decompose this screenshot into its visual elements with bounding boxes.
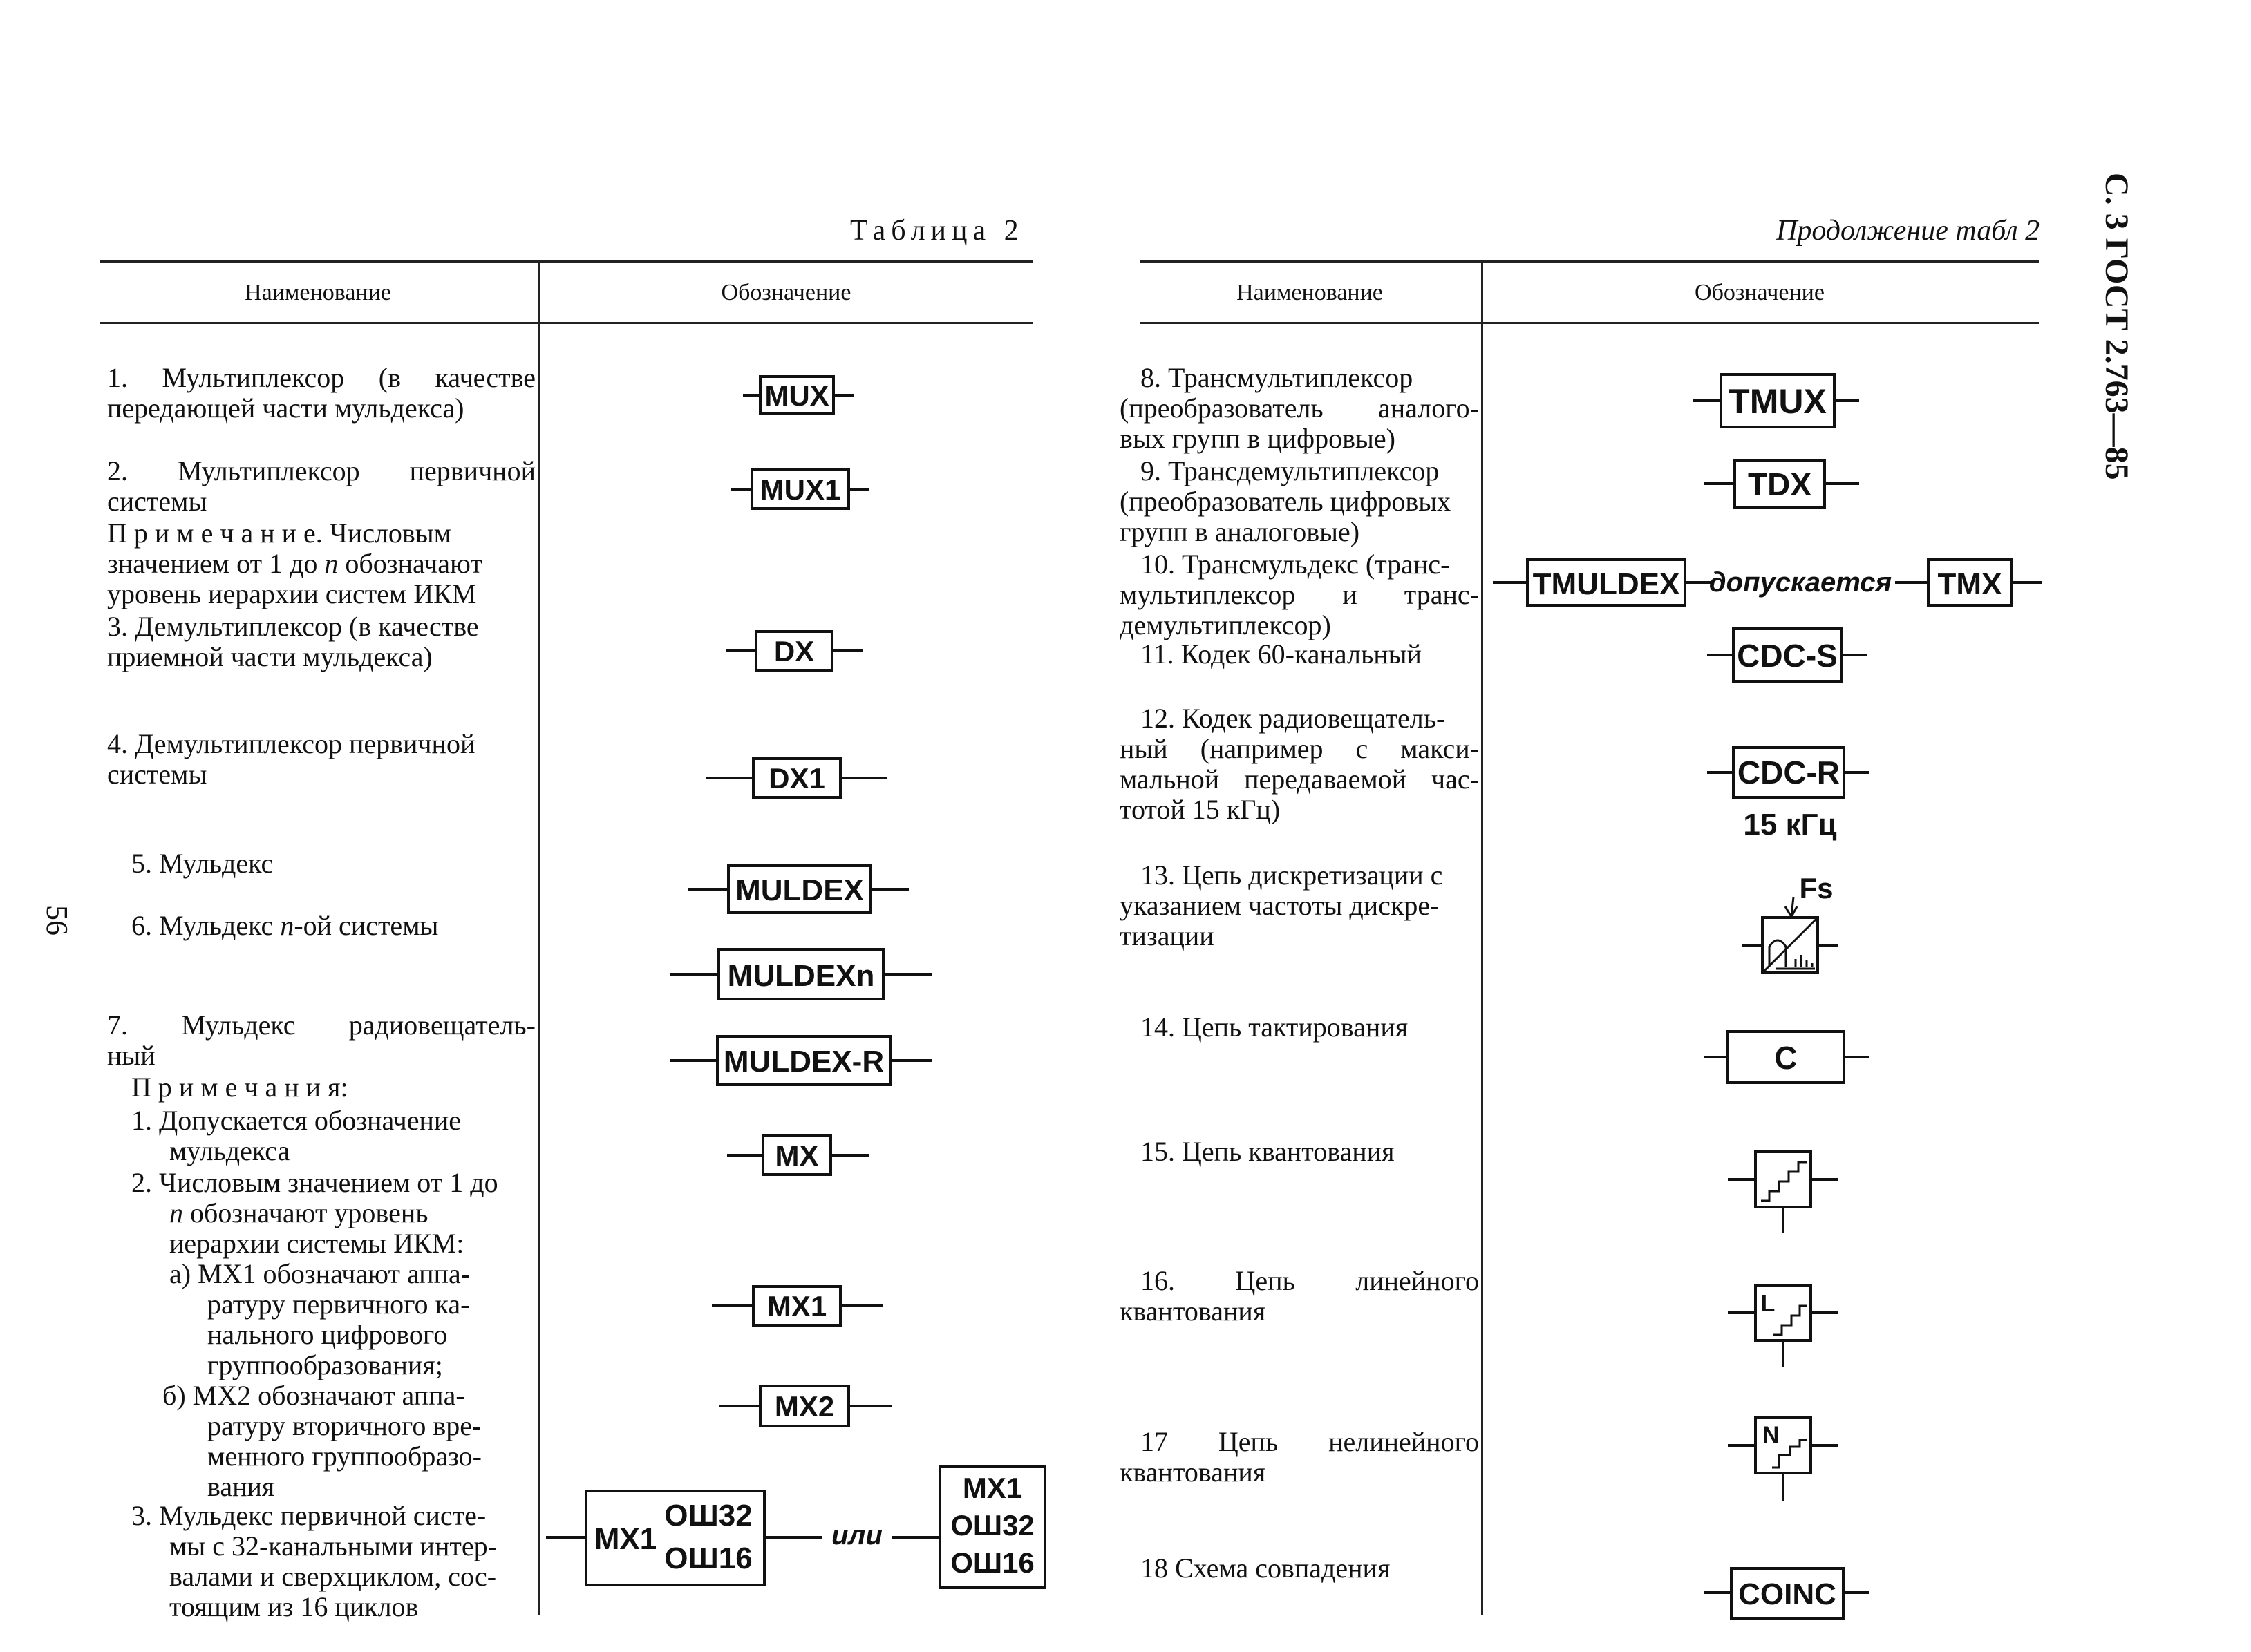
row-6-name: 6. Мульдекс n-ой системы xyxy=(131,910,439,941)
svg-text:DX: DX xyxy=(773,635,815,667)
row-8-name: 8. Трансмультиплексор (преобразователь аналого- вых групп в цифровые) xyxy=(1120,362,1479,454)
row-2-name: 2. Мультиплексор первичной системы xyxy=(107,455,536,517)
mx1-frame-box-vertical xyxy=(933,1466,1045,1588)
row-17-name: 17 Цепь нелинейного квантования xyxy=(1120,1426,1479,1488)
row-18-name: 18 Схема совпадения xyxy=(1140,1553,1391,1584)
svg-text:MUX1: MUX1 xyxy=(760,473,841,506)
row-14-name: 14. Цепь тактирования xyxy=(1140,1012,1409,1043)
row-3-name: 3. Демультиплексор (в качестве приемной части мульдекса) xyxy=(107,611,479,672)
svg-text:MUX: MUX xyxy=(764,379,829,412)
row-4-name: 4. Демультиплексор первичной системы xyxy=(107,728,475,790)
row-1-name: 1. Мультиплексор (в качестве передающей части мульдекса) xyxy=(107,362,536,424)
svg-text:MULDEX: MULDEX xyxy=(735,873,864,907)
svg-text:L: L xyxy=(1760,1291,1776,1317)
coinc-symbol xyxy=(1704,1568,1869,1618)
svg-text:MX1: MX1 xyxy=(962,1472,1023,1504)
svg-text:15 кГц: 15 кГц xyxy=(1743,808,1837,842)
svg-text:DX1: DX1 xyxy=(769,762,825,795)
svg-text:MULDEXn: MULDEXn xyxy=(727,959,875,993)
dx-symbol xyxy=(726,632,863,670)
dx1-symbol xyxy=(706,759,887,797)
row-5-name: 5. Мульдекс xyxy=(131,848,274,879)
svg-text:MX: MX xyxy=(775,1139,819,1172)
svg-text:TMUX: TMUX xyxy=(1729,382,1827,421)
header-designation-left: Обозначение xyxy=(721,280,851,305)
row-9-name: 9. Трансдемультиплексор (преобразователь цифровых групп в аналоговые) xyxy=(1120,455,1451,547)
table-title: Таблица 2 xyxy=(850,215,1024,247)
cdc-s-symbol xyxy=(1707,629,1867,681)
row-11-name: 11. Кодек 60-канальный xyxy=(1140,638,1422,670)
svg-text:ОШ16: ОШ16 xyxy=(664,1541,753,1575)
svg-text:COINC: COINC xyxy=(1738,1577,1836,1611)
row-10-name: 10. Трансмульдекс (транс- мультиплексор и транс- демультиплексор) xyxy=(1120,549,1479,640)
mux1-symbol xyxy=(731,470,869,509)
svg-text:ОШ16: ОШ16 xyxy=(950,1546,1035,1579)
header-name-right: Наименование xyxy=(1236,280,1383,305)
svg-text:TMULDEX: TMULDEX xyxy=(1532,567,1680,601)
note-2a: а) MX1 обозначают аппа- ратуру первичного ка- нального цифрового группообразования; xyxy=(169,1258,471,1380)
sampling-symbol xyxy=(1742,872,1838,973)
svg-text:Fs: Fs xyxy=(1799,872,1834,904)
svg-text:или: или xyxy=(831,1520,883,1550)
mx1-symbol xyxy=(712,1287,883,1325)
muldex-symbol xyxy=(688,866,909,913)
row-15-name: 15. Цепь квантования xyxy=(1140,1136,1395,1167)
svg-text:CDC-R: CDC-R xyxy=(1737,754,1840,790)
row-16-name: 16. Цепь линейного квантования xyxy=(1120,1265,1479,1327)
cdc-r-symbol xyxy=(1707,748,1869,842)
quantization-symbol xyxy=(1728,1152,1838,1233)
row-2-note: П р и м е ч а н и е. Числовым значением от 1 до n обозначают уровень иерархии систем ИКМ xyxy=(107,518,482,609)
notes-title: П р и м е ч а н и я: xyxy=(131,1072,348,1103)
note-1: 1. Допускается обозначение мульдекса xyxy=(131,1105,462,1166)
allowed-word: допускается xyxy=(1708,567,1892,598)
continued-title: Продолжение табл 2 xyxy=(1776,215,2040,247)
linear-quantization-symbol xyxy=(1728,1285,1838,1367)
svg-text:MX2: MX2 xyxy=(774,1390,835,1423)
svg-text:ОШ32: ОШ32 xyxy=(950,1509,1035,1541)
note-3: 3. Мульдекс первичной систе- мы с 32-канальными интер- валами и сверхциклом, сос- тоящим из 16 циклов xyxy=(131,1500,497,1622)
svg-text:MX1: MX1 xyxy=(766,1290,827,1322)
svg-text:MX1: MX1 xyxy=(594,1522,657,1556)
row-7-name: 7. Мульдекс радиовещатель- ный xyxy=(107,1009,536,1071)
svg-text:MULDEX-R: MULDEX-R xyxy=(723,1045,885,1079)
svg-text:CDC-S: CDC-S xyxy=(1737,638,1838,674)
svg-text:C: C xyxy=(1774,1040,1798,1076)
muldex-n-symbol xyxy=(670,949,932,999)
page-number: 56 xyxy=(40,905,74,936)
or-connector xyxy=(802,1520,933,1550)
header-designation-right: Обозначение xyxy=(1695,280,1825,305)
note-2b: б) MX2 обозначают аппа- ратуру вторичного вре- менного группообразо- вания xyxy=(162,1380,482,1502)
tdx-symbol xyxy=(1704,460,1859,507)
row-13-name: 13. Цепь дискретизации с указанием частоты дискре- тизации xyxy=(1120,860,1443,951)
row-12-name: 12. Кодек радиовещатель- ный (например с макси- мальной передаваемой час- тотой 15 кГц) xyxy=(1120,703,1479,825)
header-name-left: Наименование xyxy=(245,280,391,305)
mx-symbol xyxy=(727,1136,869,1175)
nonlinear-quantization-symbol xyxy=(1728,1418,1838,1501)
mux-symbol xyxy=(743,377,854,414)
tmx-symbol xyxy=(1895,560,2042,605)
svg-text:ОШ32: ОШ32 xyxy=(664,1499,753,1532)
svg-text:N: N xyxy=(1762,1422,1780,1448)
mx1-frame-box-horizontal xyxy=(546,1491,802,1585)
svg-text:TMX: TMX xyxy=(1937,567,2002,601)
note-2: 2. Числовым значением от 1 до n обозначают уровень иерархии системы ИКМ: xyxy=(131,1167,498,1259)
tmux-symbol xyxy=(1693,374,1859,427)
mx2-symbol xyxy=(719,1386,892,1426)
muldex-r-symbol xyxy=(670,1036,932,1085)
tmuldex-symbol xyxy=(1493,560,1711,605)
svg-text:TDX: TDX xyxy=(1748,466,1811,502)
side-header: С. 3 ГОСТ 2.763—85 xyxy=(2098,173,2135,480)
clock-symbol xyxy=(1704,1032,1869,1083)
